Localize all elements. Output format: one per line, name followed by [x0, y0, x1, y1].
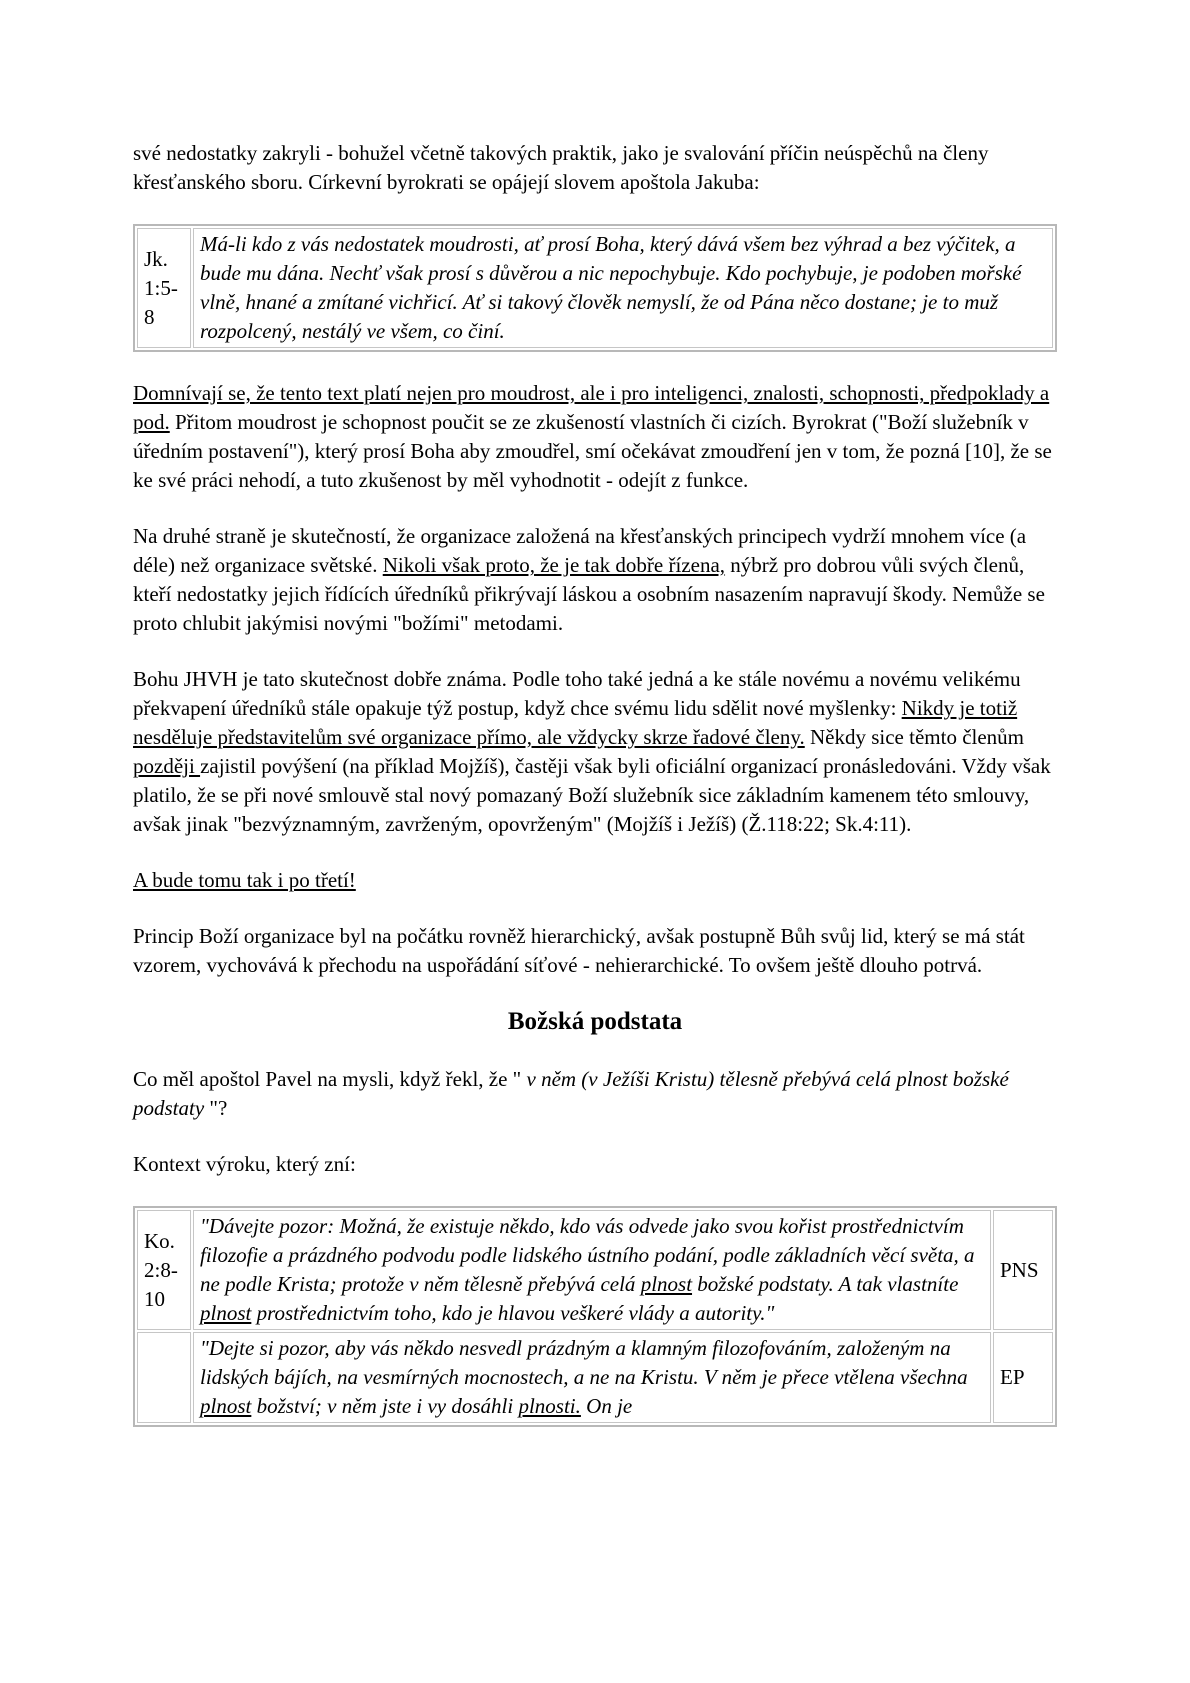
- table-row: [137, 1332, 1053, 1423]
- translation-label-cell: EP: [993, 1332, 1053, 1423]
- verse-quote-cell: "Dávejte pozor: Možná, že existuje někdo, kdo vás odvede jako svou kořist prostřednictvím filozofie a prázdného podvodu podle lidského ústního podání, podle základních věcí světa, a ne podle Krista; protože v něm tělesně přebývá celá plnost božské podstaty. A tak vlastníte plnost prostřednictvím toho, kdo je hlavou veškeré vlády a autority.": [193, 1210, 991, 1330]
- verse-reference-cell: [137, 1332, 191, 1423]
- verse-reference-cell: Ko. 2:8-10: [137, 1210, 191, 1330]
- section-heading: Božská podstata: [507, 1008, 683, 1035]
- verse-quote-cell: "Dejte si pozor, aby vás někdo nesvedl prázdným a klamným filozofováním, založeným na lidských bájích, na vesmírných mocnostech, a ne na Kristu. V něm je přece vtělena všechna plnost božství; v něm jste i vy dosáhli plnosti. On je: [193, 1332, 991, 1423]
- translation-label-cell: PNS: [993, 1210, 1053, 1330]
- paragraph-third-time: A bude tomu tak i po třetí!: [133, 868, 356, 892]
- scripture-table-kolossians: [133, 1206, 1057, 1427]
- verse-quote-cell: Má-li kdo z vás nedostatek moudrosti, ať prosí Boha, který dává všem bez výhrad a bez výčitek, a bude mu dána. Nechť však prosí s důvěrou a nic nepochybuje. Kdo pochybuje, je podoben mořské vlně, hnané a zmítané vichřicí. Ať si takový člověk nemyslí, že od Pána něco dostane; je to muž rozpolcený, nestálý ve všem, co činí.: [193, 228, 1053, 348]
- paragraph-organization: Na druhé straně je skutečností, že organizace založená na křesťanských principech vydrží mnohem více (a déle) než organizace světské. Nikoli však proto, že je tak dobře řízena, nýbrž pro dobrou vůli svých členů, kteří nedostatky jejich řídících úředníků přikrývají láskou a osobním nasazením napravují škody. Nemůže se proto chlubit jakýmisi novými "božími" metodami.: [133, 524, 1045, 635]
- table-row: [137, 228, 1053, 348]
- scripture-table-jakub: [133, 224, 1057, 352]
- paragraph-context: Kontext výroku, který zní:: [133, 1152, 356, 1176]
- paragraph-jhvh: Bohu JHVH je tato skutečnost dobře známa. Podle toho také jedná a ke stále novému a novému velikému překvapení úředníků stále opakuje týž postup, když chce svému lidu sdělit nové myšlenky: Nikdy je totiž nesděluje představitelům své organizace přímo, ale vždycky skrze řadové členy. Někdy sice těmto členům později zajistil povýšení (na příklad Mojžíš), častěji však byli oficiální organizací pronásledováni. Vždy však platilo, že se při nové smlouvě stal nový pomazaný Boží služebník sice základním kamenem této smlouvy, avšak jinak "bezvýznamným, zavrženým, opovrženým" (Mojžíš i Ježíš) (Ž.118:22; Sk.4:11).: [133, 667, 1051, 836]
- paragraph-intro: své nedostatky zakryli - bohužel včetně takových praktik, jako je svalování příčin neúspěchů na členy křesťanského sboru. Církevní byrokrati se opájejí slovem apoštola Jakuba:: [133, 141, 989, 194]
- paragraph-paul-question: Co měl apoštol Pavel na mysli, když řekl, že " v něm (v Ježíši Kristu) tělesně přebývá celá plnost božské podstaty "?: [133, 1067, 1009, 1120]
- table-row: [137, 1210, 1053, 1330]
- verse-reference-cell: Jk. 1:5-8: [137, 228, 191, 348]
- document-page: [133, 0, 1057, 1427]
- paragraph-wisdom: Domnívají se, že tento text platí nejen pro moudrost, ale i pro inteligenci, znalosti, schopnosti, předpoklady a pod. Přitom moudrost je schopnost poučit se ze zkušeností vlastních či cizích. Byrokrat ("Boží služebník v úředním postavení"), který prosí Boha aby zmoudřel, smí očekávat zmoudření jen v tom, že pozná [10], že se ke své práci nehodí, a tuto zkušenost by měl vyhodnotit - odejít z funkce.: [133, 381, 1052, 492]
- paragraph-principle: Princip Boží organizace byl na počátku rovněž hierarchický, avšak postupně Bůh svůj lid, který se má stát vzorem, vychovává k přechodu na uspořádání síťové - nehierarchické. To ovšem ještě dlouho potrvá.: [133, 924, 1025, 977]
